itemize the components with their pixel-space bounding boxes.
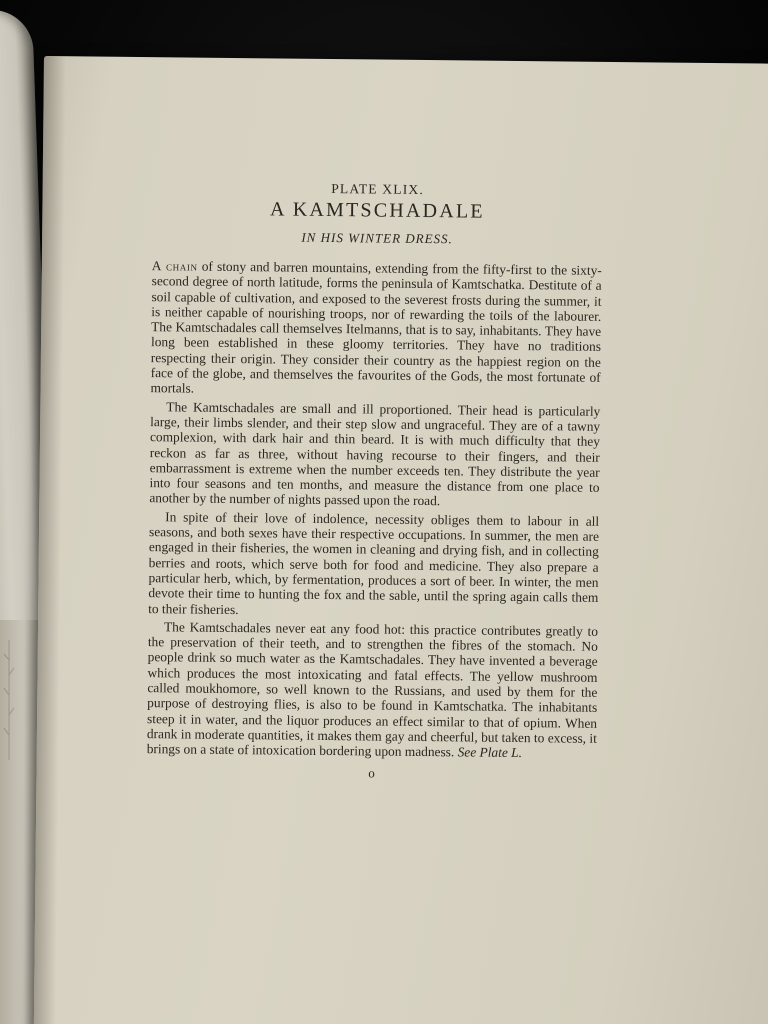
- paragraph-4-text: The Kamtschadales never eat any food hot: this practice contributes greatly to the preservation of their teeth, and to strengthen the fibres of the stomach. No people drink so much water as the Kamtschadales. They have invented a beverage which produces the most intoxicating and fatal effects. The yellow mushroom called moukhomore, so well known to the Russians, and used by them for the purpose of destroying flies, is also to be found in Kamtschatka. The inhabitants steep it in water, and the liquor produces an effect similar to that of opium. When drank in moderate quantities, it makes them gay and cheerful, but taken to excess, it brings on a state of intoxication bordering upon madness.: [146, 619, 599, 760]
- paragraph-2: The Kamtschadales are small and ill proportioned. Their head is particularly large, their limbs slender, and their step slow and ungraceful. They are of a tawny complexion, with dark hair and thin beard. It is with much difficulty that they reckon as far as three, without having recourse to their fingers, and their embarrassment is extreme when the number exceeds ten. They distribute the year into four seasons and ten months, and measure the distance from one place to another by the number of nights passed upon the road.: [149, 398, 601, 509]
- paragraph-4: [147, 619, 598, 761]
- plate-cross-reference: See Plate L.: [457, 744, 523, 761]
- paragraph-1-text: of stony and barren mountains, extending from the fifty-first to the sixty-second degree of north latitude, forms the peninsula of Kamtschatka. Destitute of a soil capable of cultivation, and exposed to the severest frosts during the summer, it is neither capable of nourishing troops, nor of rewarding the toils of the labourer. The Kamtschadales call themselves Itelmanns, that is to say, inhabitants. They have long been established in these gloomy territories. They have no traditions respecting their origin. They consider their country as the happiest region on the face of the globe, and themselves the favourites of the Gods, the most fortunate of mortals.: [150, 258, 602, 396]
- faint-engraving-mark: [2, 640, 16, 760]
- paragraph-1-lead: A chain: [151, 258, 198, 274]
- plate-number: PLATE XLIX.: [331, 181, 425, 197]
- page-text-block: [146, 179, 602, 783]
- paragraph-1: [150, 258, 601, 400]
- book-page: [34, 56, 768, 1024]
- paragraph-3: In spite of their love of indolence, necessity obliges them to labour in all seasons, and both sexes have their respective occupations. In summer, the men are engaged in their fisheries, the women in cleaning and drying fish, and in collecting berries and roots, which serve both for food and medicine. They also prepare a particular herb, which, by fermentation, produces a sort of beer. In winter, the men devote their time to hunting the fox and the sable, until the spring again calls them to their fisheries.: [148, 509, 600, 617]
- plate-subtitle: IN HIS WINTER DRESS.: [301, 229, 453, 247]
- plate-title: A KAMTSCHADALE: [269, 198, 485, 223]
- signature-mark: o: [368, 764, 375, 781]
